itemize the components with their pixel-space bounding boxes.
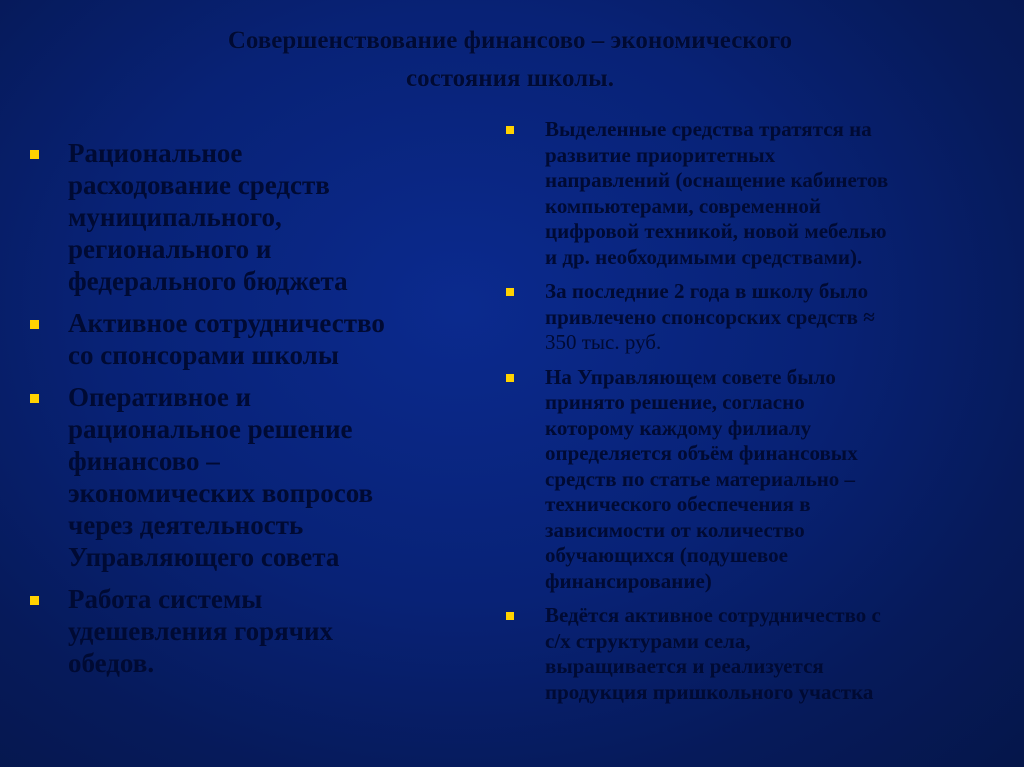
list-item-text: [545, 279, 1006, 356]
text-line: определяется объём финансовых: [545, 441, 858, 465]
text-line: цифровой техникой, новой мебелью: [545, 219, 887, 243]
text-line: принято решение, согласно: [545, 390, 805, 414]
text-line: экономических вопросов: [68, 478, 374, 508]
square-bullet-icon: [506, 126, 514, 134]
text-line: финансово –: [68, 446, 220, 476]
text-line: федерального бюджета: [68, 266, 348, 296]
list-item-text: [68, 583, 490, 679]
text-line: выращивается и реализуется: [545, 654, 824, 678]
right-list-item-sponsor-funds: [506, 279, 1006, 356]
text-line: средств по статье материально –: [545, 466, 856, 491]
right-list-item-agri-cooperation: [506, 603, 1006, 705]
text-line: со спонсорами школы: [68, 340, 339, 370]
list-item-text: [545, 117, 1006, 270]
left-list-item-governing-council: [30, 381, 490, 573]
text-line: обедов.: [68, 648, 155, 678]
text-line: Работа системы: [68, 584, 263, 614]
text-line: рациональное решение: [68, 414, 353, 444]
text-line: муниципального,: [68, 202, 282, 232]
slide-title-line-2: состояния школы.: [406, 65, 614, 92]
slide-title-line-1: Совершенствование финансово – экономического: [227, 27, 793, 54]
text-line: Выделенные средства тратятся на: [545, 117, 872, 141]
right-list-item-council-decision: [506, 365, 1006, 595]
list-item-text: [68, 381, 490, 573]
square-bullet-icon: [506, 374, 514, 382]
text-line: привлечено спонсорских средств ≈: [545, 304, 875, 329]
text-line: За последние 2 года в школу было: [545, 279, 869, 303]
text-line: расходование средств: [68, 170, 330, 200]
right-list-item-allocated-funds: [506, 117, 1006, 270]
square-bullet-icon: [30, 320, 39, 329]
square-bullet-icon: [30, 150, 39, 159]
text-line: зависимости от количество: [545, 517, 805, 542]
text-line: технического обеспечения в: [545, 492, 811, 516]
text-line: финансирование): [545, 568, 712, 593]
text-line: Управляющего совета: [68, 542, 340, 572]
text-line: Ведётся активное сотрудничество с: [545, 603, 881, 627]
right-bullet-list: [506, 117, 1006, 714]
list-item-text: [68, 137, 490, 297]
slide-title: [70, 22, 950, 98]
left-list-item-hot-meals: [30, 583, 490, 679]
square-bullet-icon: [30, 394, 39, 403]
text-line: обучающихся (подушевое: [545, 543, 788, 567]
list-item-text: [68, 307, 490, 371]
text-line: которому каждому филиалу: [545, 415, 812, 440]
text-line: регионального и: [68, 234, 272, 264]
sponsor-amount-text: 350 тыс. руб.: [545, 330, 662, 354]
square-bullet-icon: [506, 612, 514, 620]
square-bullet-icon: [506, 288, 514, 296]
list-item-text: [545, 365, 1006, 595]
text-line: продукция пришкольного участка: [545, 679, 874, 704]
text-line: Рациональное: [68, 138, 243, 168]
text-line: и др. необходимыми средствами).: [545, 244, 863, 269]
text-line: компьютерами, современной: [545, 193, 821, 218]
text-line: Активное сотрудничество: [68, 308, 385, 338]
text-line: направлений (оснащение кабинетов: [545, 168, 889, 192]
left-list-item-budget: [30, 137, 490, 297]
text-line: через деятельность: [68, 510, 304, 540]
left-bullet-list: [30, 137, 490, 689]
text-line: с/х структурами села,: [545, 628, 751, 653]
left-list-item-sponsors: [30, 307, 490, 371]
square-bullet-icon: [30, 596, 39, 605]
text-line: развитие приоритетных: [545, 142, 776, 167]
text-line: удешевления горячих: [68, 616, 334, 646]
list-item-text: [545, 603, 1006, 705]
text-line: Оперативное и: [68, 382, 252, 412]
text-line: На Управляющем совете было: [545, 364, 836, 389]
